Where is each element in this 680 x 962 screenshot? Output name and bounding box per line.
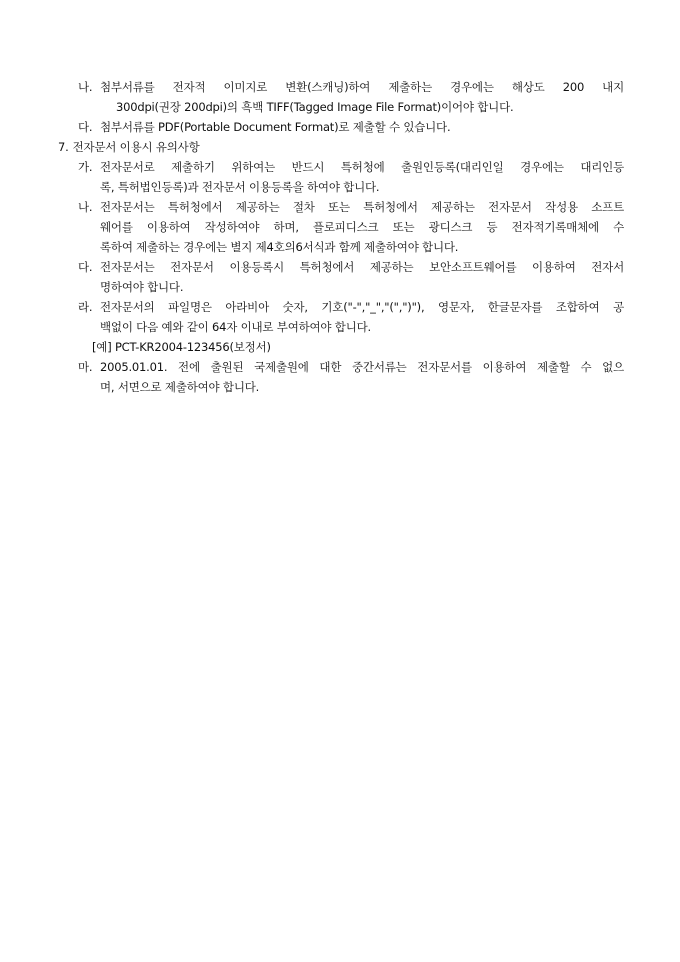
text-line: 300dpi(권장 200dpi)의 흑백 TIFF(Tagged Image File Format)이어야 합니다. [116,100,514,114]
text-line: 록, 특허법인등록)과 전자문서 이용등록을 하여야 합니다. [100,180,380,194]
text-line: 며, 서면으로 제출하여야 합니다. [100,380,260,394]
list-item-na-software [58,197,624,257]
text-line: 백없이 다음 예와 같이 64자 이내로 부여하여야 합니다. [100,320,371,334]
text-line: 첨부서류를 PDF(Portable Document Format)로 제출할 수 있습니다. [100,120,451,134]
text-line: 명하여야 합니다. [100,280,184,294]
text-line: 2005.01.01. 전에 출원된 국제출원에 대한 중간서류는 전자문서를 이용하여 제출할 수 없으 [100,360,624,374]
item-marker: 다. [78,120,93,134]
list-item-na-scan [58,77,624,117]
item-text [100,77,624,117]
item-marker: 다. [78,260,93,274]
item-text [100,357,624,397]
item-marker: 가. [78,160,93,174]
text-line: 전자문서는 전자문서 이용등록시 특허청에서 제공하는 보안소프트웨어를 이용하여 전자서 [100,260,624,274]
section-heading-7 [58,137,624,157]
list-item-da-pdf [58,117,624,137]
list-item-da-signature [58,257,624,297]
item-marker: 마. [78,360,93,374]
item-text [100,297,624,337]
text-line: 첨부서류를 전자적 이미지로 변환(스캐닝)하여 제출하는 경우에는 해상도 200 내지 [100,80,624,94]
item-marker: 라. [78,300,93,314]
text-line: 록하여 제출하는 경우에는 별지 제4호의6서식과 함께 제출하여야 합니다. [100,240,459,254]
item-text [100,157,624,197]
section-title: 전자문서 이용시 유의사항 [72,140,200,154]
item-text [100,257,624,297]
item-text [100,117,624,137]
list-item-ra-filename [58,297,624,337]
text-line: 웨어를 이용하여 작성하여야 하며, 플로피디스크 또는 광디스크 등 전자적기록매체에 수 [100,220,624,234]
text-line: 전자문서는 특허청에서 제공하는 절차 또는 특허청에서 제공하는 전자문서 작성용 소프트 [100,200,624,214]
list-item-ga-registration [58,157,624,197]
text-line: 전자문서의 파일명은 아라비아 숫자, 기호("-","_","(",")"), 영문자, 한글문자를 조합하여 공 [100,300,624,314]
text-line: 전자문서로 제출하기 위하여는 반드시 특허청에 출원인등록(대리인일 경우에는 대리인등 [100,160,624,174]
list-item-ma-paper [58,357,624,397]
section-number: 7. [58,140,69,154]
item-marker: 나. [78,80,93,94]
item-text [100,197,624,257]
document-body [58,77,624,397]
filename-example: [예] PCT-KR2004-123456(보정서) [92,340,271,354]
item-marker: 나. [78,200,93,214]
